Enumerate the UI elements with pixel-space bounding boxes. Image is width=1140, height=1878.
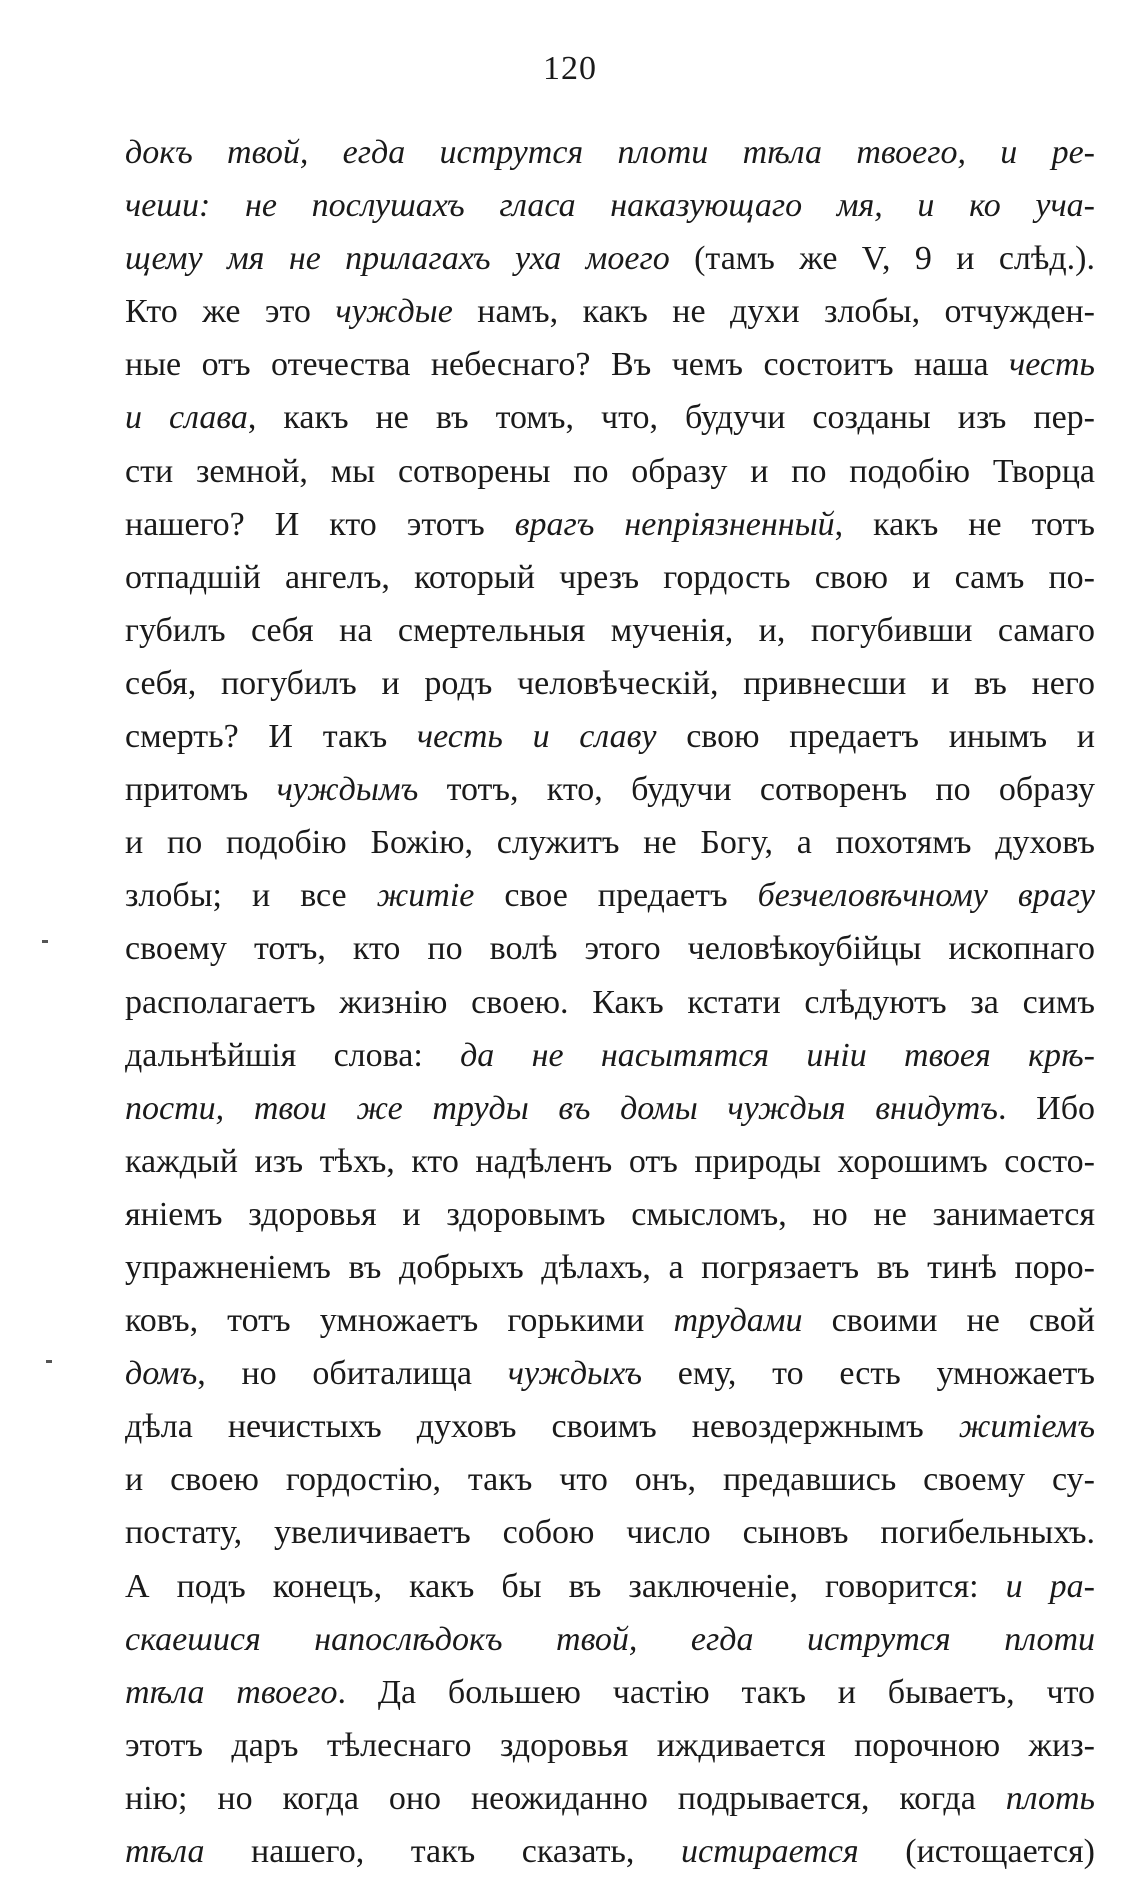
text-segment: злобы; и все [125, 877, 377, 915]
italic-text-segment: честь и славу [416, 718, 657, 756]
text-segment: постату, увеличиваетъ собою число сыновъ погибельныхъ. [125, 1514, 1095, 1552]
text-line [125, 1719, 1095, 1772]
text-line [125, 1666, 1095, 1719]
italic-text-segment: чуждые [335, 293, 453, 331]
text-line [125, 1453, 1095, 1506]
italic-text-segment: истирается [680, 1833, 859, 1870]
text-line [125, 1188, 1095, 1241]
text-line [125, 1825, 1095, 1878]
text-segment: , какъ не въ томъ, что, будучи созданы изъ пер- [247, 399, 1095, 437]
text-line [125, 1560, 1095, 1613]
italic-text-segment: тѣла твоего [125, 1673, 338, 1711]
text-line [125, 816, 1095, 869]
text-segment: смерть? И такъ [125, 718, 417, 756]
italic-text-segment: чуждыхъ [507, 1355, 642, 1393]
text-segment: . Ибо [997, 1089, 1095, 1127]
margin-speck [46, 1360, 52, 1363]
italic-text-segment: трудами [673, 1302, 803, 1340]
text-segment: нію; но когда оно неожиданно подрывается, когда [125, 1779, 1006, 1817]
text-segment: отпадшій ангелъ, который чрезъ гордость свою и самъ по- [125, 558, 1095, 596]
text-segment: своему тотъ, кто по волѣ этого человѣкоубійцы ископнаго [125, 930, 1095, 968]
text-segment: ные отъ отечества небеснаго? Въ чемъ состоитъ наша [125, 346, 1010, 384]
text-line [125, 551, 1095, 604]
italic-text-segment: пости, твои же труды въ домы чуждыя внидутъ [125, 1089, 998, 1127]
text-segment: упражненіемъ въ добрыхъ дѣлахъ, а погрязаетъ въ тинѣ поро- [125, 1248, 1095, 1286]
italic-text-segment: домъ [125, 1355, 198, 1393]
text-segment: губилъ себя на смертельныя мученія, и, погубивши самаго [125, 611, 1095, 649]
text-line [125, 338, 1095, 391]
text-line [125, 922, 1095, 975]
text-line [125, 498, 1095, 551]
margin-speck [42, 940, 48, 943]
text-segment: , какъ не тотъ [834, 505, 1095, 543]
text-line [125, 1294, 1095, 1347]
italic-text-segment: щему мя не прилагахъ уха моего [125, 240, 670, 278]
text-line [125, 1772, 1095, 1825]
text-segment: притомъ [125, 771, 277, 809]
text-line [125, 126, 1095, 179]
text-line [125, 1347, 1095, 1400]
text-line [125, 1029, 1095, 1082]
text-segment: этотъ даръ тѣлеснаго здоровья иждивается порочною жиз- [125, 1726, 1095, 1764]
text-segment: намъ, какъ не духи злобы, отчужден- [452, 293, 1095, 331]
italic-text-segment: чеши: не послушахъ гласа наказующаго мя, и ко уча- [125, 187, 1095, 225]
italic-text-segment: плоть [1005, 1779, 1095, 1817]
italic-text-segment: житіе [376, 877, 475, 915]
text-line [125, 445, 1095, 498]
italic-text-segment: скаешися напослѣдокъ твой, егда иструтся плоти [125, 1620, 1095, 1658]
text-segment: дѣла нечистыхъ духовъ своимъ невоздержнымъ [125, 1408, 959, 1446]
text-line [125, 869, 1095, 922]
italic-text-segment: честь [1009, 346, 1095, 384]
text-segment: и своею гордостію, такъ что онъ, предавшись своему су- [125, 1461, 1095, 1499]
text-line [125, 1135, 1095, 1188]
body-text [125, 126, 1095, 1878]
text-segment: располагаетъ жизнію своею. Какъ кстати слѣдуютъ за симъ [125, 983, 1095, 1021]
text-segment: ему, то есть умножаетъ [641, 1355, 1095, 1393]
italic-text-segment: чуждымъ [276, 771, 419, 809]
text-line [125, 976, 1095, 1029]
text-line [125, 1506, 1095, 1559]
text-line [125, 763, 1095, 816]
text-segment: (истощается) [858, 1833, 1095, 1870]
text-segment: свое предаетъ [474, 877, 758, 915]
text-segment: А подъ конецъ, какъ бы въ заключеніе, говорится: [125, 1567, 1006, 1605]
text-segment: (тамъ же V, 9 и слѣд.). [669, 240, 1095, 278]
italic-text-segment: житіемъ [958, 1408, 1095, 1446]
text-segment: , но обиталища [197, 1355, 508, 1393]
text-segment: свою предаетъ инымъ и [656, 718, 1095, 756]
text-segment: и по подобію Божію, служитъ не Богу, а похотямъ духовъ [125, 824, 1095, 862]
text-segment: тотъ, кто, будучи сотворенъ по образу [418, 771, 1095, 809]
text-segment: . Да большею частію такъ и бываетъ, что [337, 1673, 1095, 1711]
italic-text-segment: и ра- [1005, 1567, 1095, 1605]
text-line [125, 1241, 1095, 1294]
text-segment: нашего, такъ сказать, [204, 1833, 681, 1870]
text-segment: себя, погубилъ и родъ человѣческій, привнесши и въ него [125, 664, 1095, 702]
text-segment: ковъ, тотъ умножаетъ горькими [125, 1302, 674, 1340]
text-line [125, 657, 1095, 710]
page-number: 120 [543, 50, 597, 87]
text-line [125, 285, 1095, 338]
text-line [125, 1082, 1095, 1135]
text-line [125, 1400, 1095, 1453]
text-segment: нашего? И кто этотъ [125, 505, 515, 543]
text-line [125, 1613, 1095, 1666]
text-segment: каждый изъ тѣхъ, кто надѣленъ отъ природы хорошимъ состо- [125, 1142, 1095, 1180]
text-segment: своими не свой [802, 1302, 1095, 1340]
text-segment: сти земной, мы сотворены по образу и по подобію Творца [125, 452, 1095, 490]
text-segment: Кто же это [125, 293, 336, 331]
italic-text-segment: врагъ непріязненный [514, 505, 835, 543]
italic-text-segment: безчеловѣчному врагу [757, 877, 1095, 915]
italic-text-segment: докъ твой, егда иструтся плоти тѣла твоего, и ре- [125, 134, 1095, 171]
text-line [125, 232, 1095, 285]
text-line [125, 604, 1095, 657]
italic-text-segment: и слава [125, 399, 248, 437]
italic-text-segment: да не насытятся иніи твоея крѣ- [460, 1036, 1095, 1074]
text-segment: дальнѣйшія слова: [125, 1036, 461, 1074]
text-line [125, 179, 1095, 232]
text-segment: яніемъ здоровья и здоровымъ смысломъ, но не занимается [125, 1195, 1095, 1233]
text-line [125, 710, 1095, 763]
italic-text-segment: тѣла [125, 1833, 205, 1870]
text-line [125, 391, 1095, 444]
